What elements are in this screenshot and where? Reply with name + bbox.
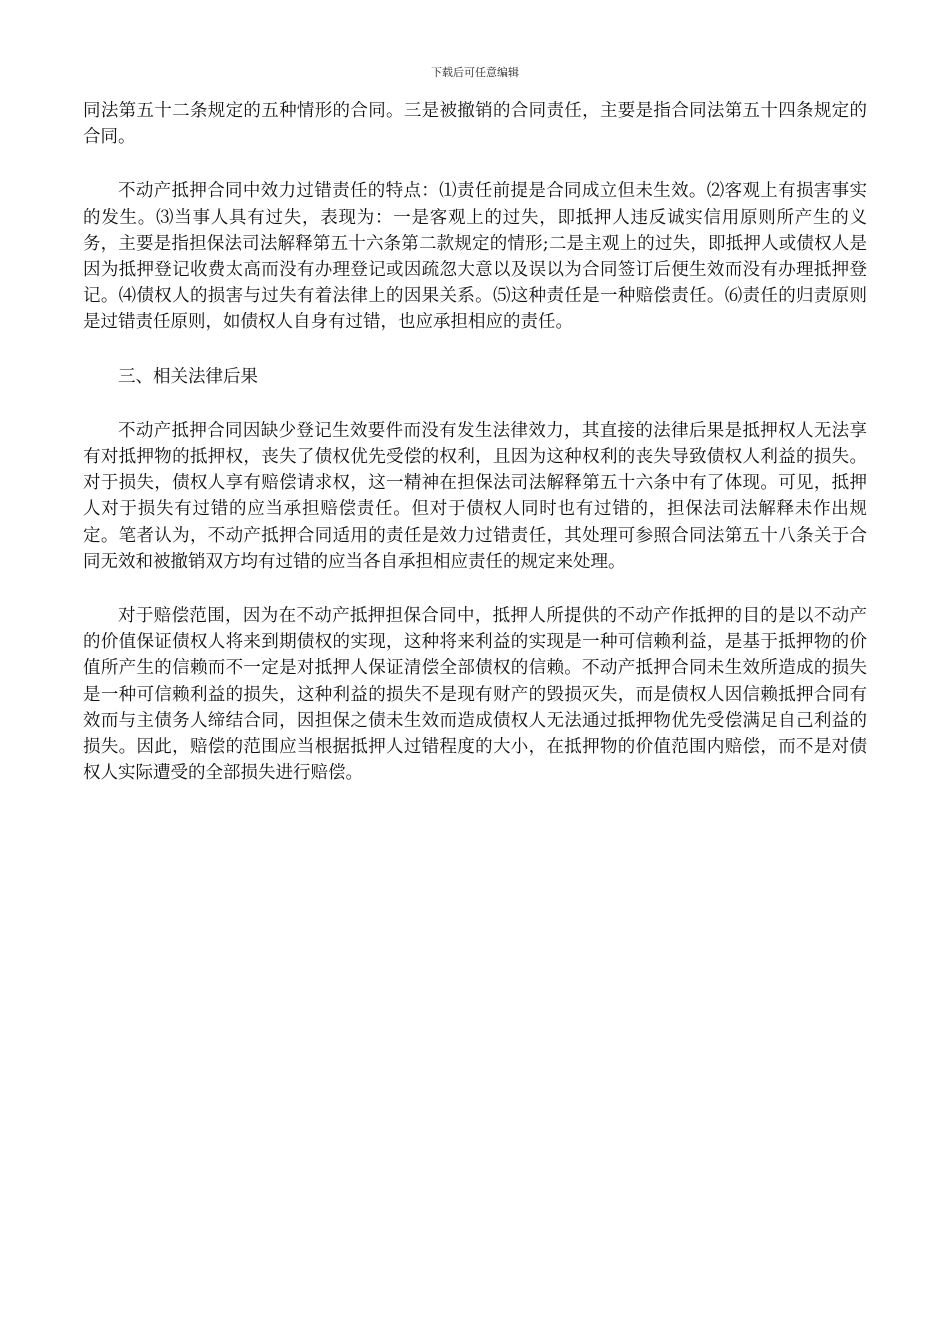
paragraph-liability-features: 不动产抵押合同中效力过错责任的特点：⑴责任前提是合同成立但未生效。⑵客观上有损害事实的发生。⑶当事人具有过失，表现为：一是客观上的过失，即抵押人违反诚实信用原则所产生的义务，主要是指担保法司法解释第五十六条第二款规定的情形;二是主观上的过失，即抵押人或债权人是因为抵押登记收费太高而没有办理登记或因疏忽大意以及误以为合同签订后便生效而没有办理抵押登记。⑷债权人的损害与过失有着法律上的因果关系。⑸这种责任是一种赔偿责任。⑹责任的归责原则是过错责任原则，如债权人自身有过错，也应承担相应的责任。 [83, 181, 867, 333]
document-body [83, 98, 867, 814]
paragraph-compensation-scope: 对于赔偿范围，因为在不动产抵押担保合同中，抵押人所提供的不动产作抵押的目的是以不动产的价值保证债权人将来到期债权的实现，这种将来利益的实现是一种可信赖利益，是基于抵押物的价值所产生的信赖而不一定是对抵押人保证清偿全部债权的信赖。不动产抵押合同未生效所造成的损失是一种可信赖利益的损失，这种利益的损失不是现有财产的毁损灭失，而是债权人因信赖抵押合同有效而与主债务人缔结合同，因担保之债未生效而造成债权人无法通过抵押物优先受偿满足自己利益的损失。因此，赔偿的范围应当根据抵押人过错程度的大小，在抵押物的价值范围内赔偿，而不是对债权人实际遭受的全部损失进行赔偿。 [83, 606, 867, 784]
paragraph-continuation: 同法第五十二条规定的五种情形的合同。三是被撤销的合同责任，主要是指合同法第五十四条规定的合同。 [83, 101, 867, 148]
section-heading-legal-consequences: 三、相关法律后果 [118, 366, 258, 387]
paragraph-legal-consequences: 不动产抵押合同因缺少登记生效要件而没有发生法律效力，其直接的法律后果是抵押权人无法享有对抵押物的抵押权，丧失了债权优先受偿的权利，且因为这种权利的丧失导致债权人利益的损失。对于损失，债权人享有赔偿请求权，这一精神在担保法司法解释第五十六条中有了体现。可见，抵押人对于损失有过错的应当承担赔偿责任。但对于债权人同时也有过错的，担保法司法解释未作出规定。笔者认为，不动产抵押合同适用的责任是效力过错责任，其处理可参照合同法第五十八条关于合同无效和被撤销双方均有过错的应当各自承担相应责任的规定来处理。 [83, 420, 867, 572]
page-header-note: 下载后可任意编辑 [431, 66, 519, 79]
